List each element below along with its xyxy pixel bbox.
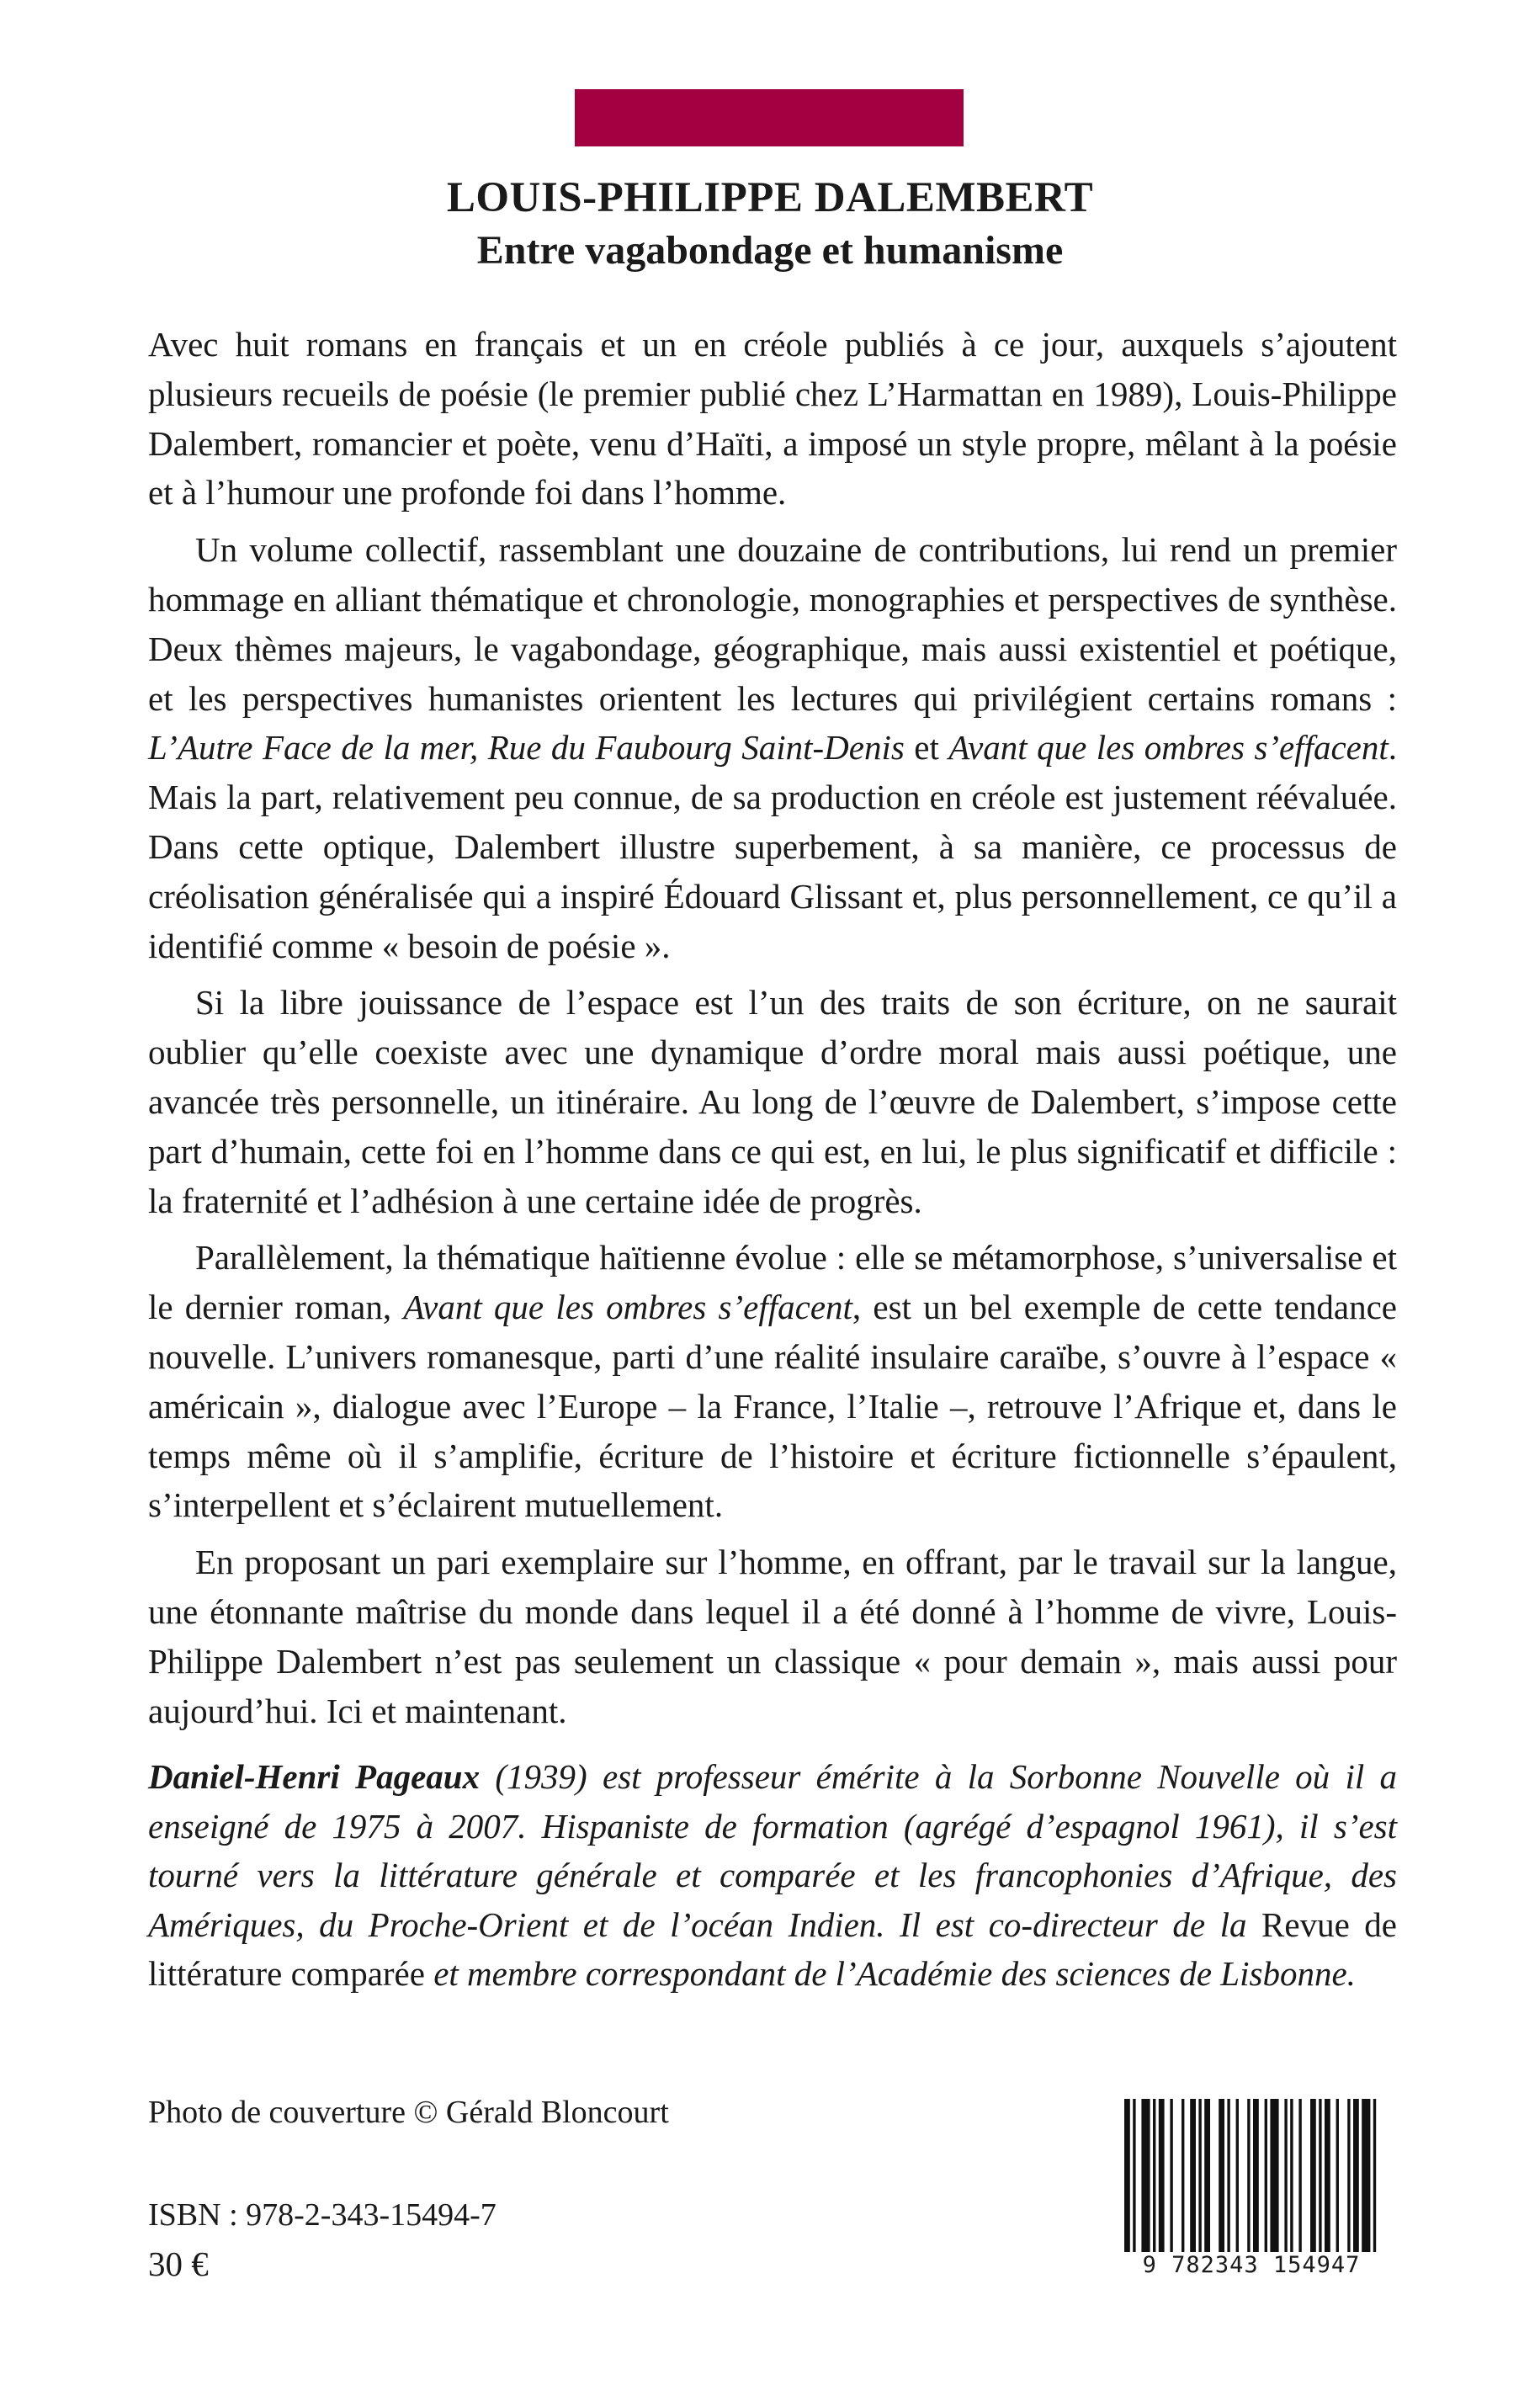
cover-color-band [575,89,964,146]
blurb-paragraph-3: Si la libre jouissance de l’espace est l’un des traits de son écriture, on ne saurait oublier qu’elle coexiste avec une dynamique d’ordre moral mais aussi poétique, une avancée très personnelle, un itinéraire. Au long de l’œuvre de Dalembert, s’impose cette part d’humain, cette foi en l’homme dans ce qui est, en lui, le plus significatif et difficile : la fraternité et l’adhésion à une certaine idée de progrès. [148,983,1397,1220]
barcode [1113,2099,1390,2276]
barcode-bar [1247,2099,1250,2267]
barcode-bar [1284,2099,1287,2267]
barcode-bar [1347,2099,1350,2267]
price: 30 € [148,2244,209,2283]
blurb-p2-text-b: et [904,728,949,768]
bio-name: Daniel-Henri Pageaux [148,1757,481,1796]
barcode-bar [1170,2099,1172,2267]
barcode-bar [1325,2099,1330,2267]
barcode-bar [1362,2099,1370,2267]
barcode-bar [1198,2099,1201,2267]
blurb-paragraph-5: En proposant un pari exemplaire sur l’homme, en offrant, par le travail sur la langue, une étonnante maîtrise du monde dans lequel il a été donné à l’homme de vivre, Louis-Philippe Dalembert n’est pas seulement un classique « pour demain », mais aussi pour aujourd’hui. Ici et maintenant. [148,1543,1397,1730]
barcode-bar [1373,2099,1376,2267]
barcode-bar [1265,2099,1267,2267]
barcode-bar [1219,2099,1224,2267]
blurb-p2-text-a: Un volume collectif, rassemblant une douzaine de contributions, lui rend un premier hommage en alliant thématique et chronologie, monographies et perspectives de synthèse. Deux thèmes majeurs, le vagabondage, géographique, mais aussi existentiel et poétique, et les perspectives humanistes orientent les lectures qui privilégient certains romans : [148,530,1397,718]
barcode-bars [1113,2099,1390,2276]
blurb-p4-text-b: , est un bel exemple de cette tendance nouvelle. L’univers romanesque, parti d’une réalité insulaire caraïbe, s’ouvre à l’espace « américain », dialogue avec l’Europe – la France, l’Italie –, retrouve l’Afrique et, dans le temps même où il s’amplifie, écriture de l’histoire et écriture fictionnelle s’épaulent, s’interpellent et s’éclairent mutuellement. [148,1288,1397,1525]
barcode-bar [1190,2099,1196,2267]
isbn: ISBN : 978-2-343-15494-7 [148,2197,497,2233]
barcode-bar [1227,2099,1229,2267]
barcode-bar [1253,2099,1259,2267]
blurb-p2-text-c: . Mais la part, relativement peu connue, de sa production en créole est justement réévaluée. Dans cette optique, Dalembert illustre superbement, à sa manière, ce processus de créolisation généralisée qui a inspiré Édouard Glissant et, plus personnellement, ce qu’il a identifié comme « besoin de poésie ». [148,728,1397,965]
barcode-bar [1319,2099,1321,2267]
barcode-bar [1336,2099,1339,2267]
barcode-bar [1159,2099,1165,2267]
author-title: LOUIS-PHILIPPE DALEMBERT [446,174,1094,221]
barcode-bar [1290,2099,1293,2267]
blurb-p4-text-a: Parallèlement, la thématique haïtienne évolue : elle se métamorphose, s’universalise et le dernier roman, [148,1238,1397,1327]
barcode-number: 9 782343 154947 [1113,2252,1390,2278]
blurb-paragraph-4 [148,1233,1397,1530]
bio-text-b: et membre correspondant de l’Académie des sciences de Lisbonne. [424,1954,1356,1993]
blurb-paragraph-1: Avec huit romans en français et un en créole publiés à ce jour, auxquels s’ajoutent plusieurs recueils de poésie (le premier publié chez L’Harmattan en 1989), Louis-Philippe Dalembert, romancier et poète, venu d’Haïti, a imposé un style propre, mêlant à la poésie et à l’humour une profonde foi dans l’homme. [148,325,1397,513]
photo-credit: Photo de couverture © Gérald Bloncourt [148,2095,669,2130]
barcode-bar [1298,2099,1301,2267]
blurb-p2-title-1: L’Autre Face de la mer, Rue du Faubourg Saint-Denis [148,728,905,768]
barcode-bar [1270,2099,1278,2267]
blurb-paragraph-2 [148,525,1397,970]
blurb-text [148,320,1397,1743]
barcode-bar [1236,2099,1239,2267]
barcode-bar [1353,2099,1359,2267]
bio-text-a: (1939) est professeur émérite à la Sorbonne Nouvelle où il a enseigné de 1975 à 2007. Hispaniste de formation (agrégé d’espagnol 1961), il s’est tourné vers la littérature générale et comparée et les francophonies d’Afrique, des Amériques, du Proche-Orient et de l’océan Indien. Il est co-directeur de la [148,1757,1398,1944]
author-bio [148,1752,1397,1999]
barcode-bar [1182,2099,1184,2267]
bio-journal-title: Revue de littérature comparée [148,1904,1397,1993]
barcode-bar [1124,2099,1130,2267]
blurb-p4-title-1: Avant que les ombres s’effacent [403,1288,852,1327]
blurb-p2-title-2: Avant que les ombres s’effacent [948,728,1389,768]
book-subtitle: Entre vagabondage et humanisme [476,228,1064,273]
barcode-bar [1153,2099,1155,2267]
barcode-bar [1310,2099,1316,2267]
barcode-bar [1133,2099,1135,2267]
barcode-bar [1204,2099,1210,2267]
barcode-bar [1141,2099,1150,2267]
